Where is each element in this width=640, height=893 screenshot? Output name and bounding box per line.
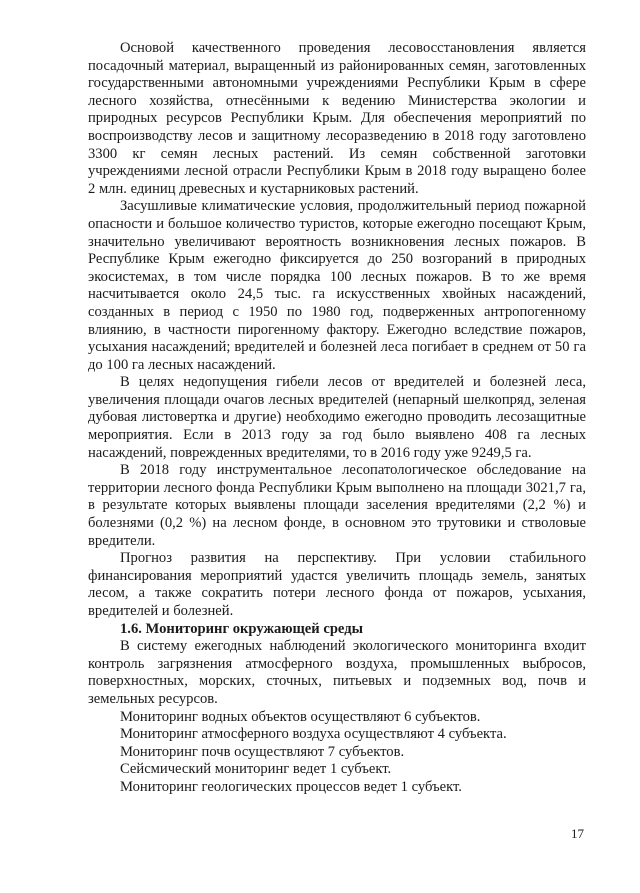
paragraph-forecast: Прогноз развития на перспективу. При условии стабильного финансирования мероприятий удастся увеличить площадь земель, занятых лесом, а также сократить потери лесного фонда от пожаров, усыхания, вредителей и болезней. [88,550,586,619]
monitoring-line-water: Мониторинг водных объектов осуществляют 6 субъектов. [120,708,481,725]
paragraph-forest-fires: Засушливые климатические условия, продолжительный период пожарной опасности и большое количество туристов, которые ежегодно посещают Крым, значительно увеличивают вероятность возникновения лесных пожаров. В Республике Крым ежегодно фиксируется до 250 возгораний в природных экосистемах, в том числе порядка 100 лесных пожаров. В то же время насчитывается около 24,5 тыс. га искусственных хвойных насаждений, созданных в период с 1950 по 1980 год, подверженных антропогенному влиянию, в частности пирогенному фактору. Ежегодно вследствие пожаров, усыхания насаждений; вредителей и болезней леса погибает в среднем от 50 га до 100 га лесных насаждений. [88,198,586,373]
paragraph-pathology-survey: В 2018 году инструментальное лесопатологическое обследование на территории лесного фонда Республики Крым выполнено на площади 3021,7 га, в результате которых выявлены площади заселения вредителями (2,2 %) и болезнями (0,2 %) на лесном фонде, в основном это трутовики и стволовые вредители. [88,462,586,549]
monitoring-line-seismic: Сейсмический мониторинг ведет 1 субъект. [120,761,392,778]
section-intro: В систему ежегодных наблюдений экологического мониторинга входит контроль загрязнения атмосферного воздуха, промышленных выбросов, поверхностных, морских, сточных, питьевых и подземных вод, почв и земельных ресурсов. [88,638,586,707]
page-number: 17 [571,826,584,841]
monitoring-line-air: Мониторинг атмосферного воздуха осуществляют 4 субъекта. [120,726,507,743]
section-heading: 1.6. Мониторинг окружающей среды [120,620,363,637]
monitoring-line-soil: Мониторинг почв осуществляют 7 субъектов. [120,743,405,760]
paragraph-reforestation: Основой качественного проведения лесовосстановления является посадочный материал, выращенный из районированных семян, заготовленных государственными автономными учреждениями Республики Крым в сфере лесного хозяйства, отнесёнными к ведению Министерства экологии и природных ресурсов Республики Крым. Для обеспечения мероприятий по воспроизводству лесов и защитному лесоразведению в 2018 году заготовлено 3300 кг семян лесных растений. Из семян собственной заготовки учреждениями лесной отрасли Республики Крым в 2018 году выращено более 2 млн. единиц древесных и кустарниковых растений. [88,40,586,197]
paragraph-forest-pests: В целях недопущения гибели лесов от вредителей и болезней леса, увеличения площади очагов лесных вредителей (непарный шелкопряд, зеленая дубовая листовертка и другие) необходимо ежегодно проводить лесозащитные мероприятия. Если в 2013 году за год было выявлено 408 га лесных насаждений, поврежденных вредителями, то в 2016 году уже 9249,5 га. [88,374,586,461]
monitoring-line-geological: Мониторинг геологических процессов ведет 1 субъект. [120,778,462,795]
